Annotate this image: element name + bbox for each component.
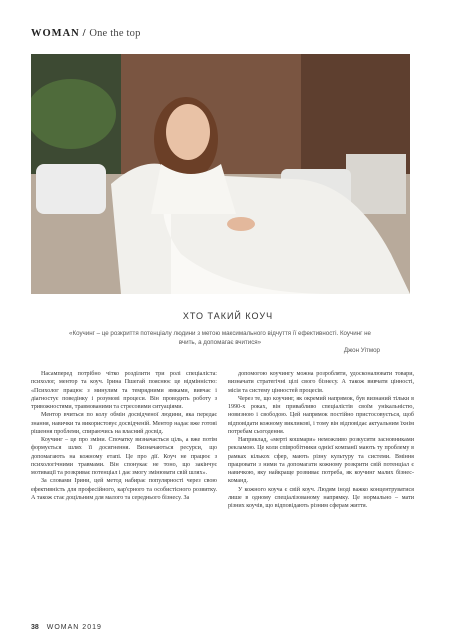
quote-author: Джон Уітмор [343, 347, 380, 354]
right-column [228, 370, 414, 510]
pull-quote: «Коучинг – це розкриття потенціалу людини з метою максимального відчуття її ефективності. Коучинг не вчить, а допомагає вчитися» [69, 330, 371, 346]
paragraph: Насамперед потрібно чітко розділити три ролі спеціаліста: психолог, ментор та коуч. Ірина Пшегай пояснює це відмінністю: «Психолог працює з минулим та темрядними ямками, вивчає і діагностує поведінку і розумові процеси. Він проводить роботу з тривожностями, травмованими та стресовими ситуаціями. [31, 371, 217, 410]
portrait-photo [31, 54, 410, 294]
paragraph: Коучинг – це про зміни. Спочатку визначається ціль, а вже потім формується шлях її досягнення. Визначаються ресурси, що допомагають на кожному етапі. Це про дії. Коуч не працює з психологічними травмами. Він спонукає не тоно, що закінчує мотивації та розкриває потенціал і дає змогу змінювати свій шлях». [31, 437, 217, 476]
paragraph: За словами Ірини, цей метод набирає популярності через свою ефективність для професійного, кар'єрного та особистісного розвитку. А також стає доцільним для малого та середнього бізнесу. За [31, 478, 217, 501]
paragraph: Наприклад, «мерті кошмари» неможливо розкусити засновниками рекламою. Це коли співробітники однієї компанії мають ту проблему в рамках кількох сфер, мають різну культуру та системи. Вміння працювати з ними та допомагати кожному розкрити свій потенціал є навичкою, яку найкраще розвиває потреба, як коучинг малих бізнес-команд. [228, 437, 414, 485]
page-header [31, 28, 141, 39]
section-name: One the top [89, 28, 141, 39]
paragraph: Через те, що коучинг, як окремий напрямок, був визнаний тільки в 1990-х роках, він привабливо спеціалістів своїм унікальністю, новизною і свободою. Цей напрямок постійно пристосовується, щоб відповідати кожному викликові, і тому він відповідає актуальним їхнім потребам сьогодення. [228, 395, 414, 435]
page-footer [31, 624, 102, 631]
left-column [31, 370, 217, 502]
header-separator: / [82, 28, 87, 39]
section-title: ХТО ТАКИЙ КОУЧ [182, 311, 274, 321]
paragraph: У кожного коуча є свій коуч. Людям іноді важко концентруватися лише в одному спеціалізованому напрямку. Це нормально – мати різних коучів, що відповідають різним сферам життя. [228, 486, 414, 509]
paragraph: допомогою коучингу можна розробляти, удосконалювати товари, визначати стратегічні цілі свого бізнесу. А також вивчати цінності, місія та систему цінностей процесів. [228, 371, 414, 394]
paragraph: Ментор вчиться по колу обмін досвідченої людини, яка передає знання, навички та використовує досвідченій. Ментор надає вже готові рішення проблеми, спираючись на власний досвід. [31, 412, 217, 435]
magazine-brand: WOMAN [31, 28, 80, 39]
page-number: 38 [31, 624, 39, 631]
magazine-issue: WOMAN 2019 [46, 624, 102, 631]
